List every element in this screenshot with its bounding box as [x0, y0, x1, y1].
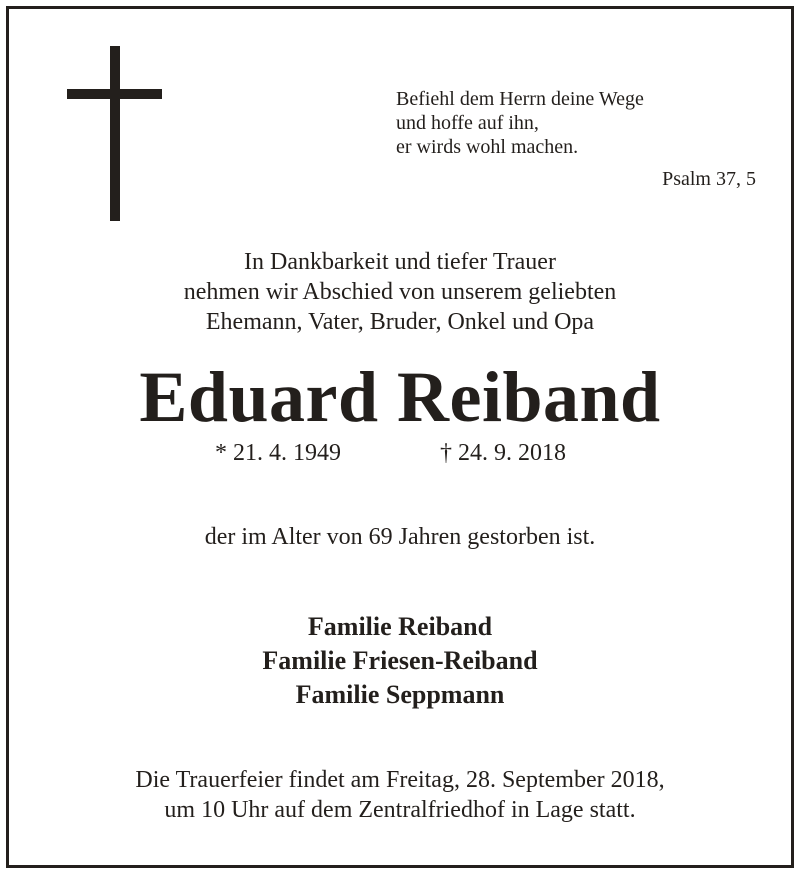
death-date: † 24. 9. 2018 [440, 440, 566, 466]
psalm-verse [396, 87, 644, 159]
birth-date: * 21. 4. 1949 [215, 440, 341, 466]
deceased-name: Eduard Reiband [139, 357, 661, 437]
intro-line: In Dankbarkeit und tiefer Trauer [244, 249, 556, 275]
psalm-line: und hoffe auf ihn, [396, 112, 539, 134]
cross-horizontal-bar [67, 89, 162, 99]
psalm-line: er wirds wohl machen. [396, 136, 579, 158]
cross-vertical-bar [110, 46, 120, 221]
intro-line: Ehemann, Vater, Bruder, Onkel und Opa [205, 309, 595, 335]
family-name: Familie Friesen-Reiband [262, 646, 538, 675]
family-signatures [0, 610, 800, 712]
intro-text [0, 247, 800, 337]
intro-line: nehmen wir Abschied von unserem geliebten [183, 279, 617, 305]
funeral-ceremony-info [0, 765, 800, 825]
ceremony-line: Die Trauerfeier findet am Freitag, 28. September 2018, [135, 767, 665, 793]
age-statement: der im Alter von 69 Jahren gestorben ist. [204, 524, 596, 550]
ceremony-line: um 10 Uhr auf dem Zentralfriedhof in Lage statt. [164, 797, 636, 823]
psalm-line: Befiehl dem Herrn deine Wege [396, 88, 644, 110]
family-name: Familie Seppmann [295, 680, 505, 709]
family-name: Familie Reiband [307, 612, 493, 641]
psalm-reference: Psalm 37, 5 [662, 168, 756, 190]
